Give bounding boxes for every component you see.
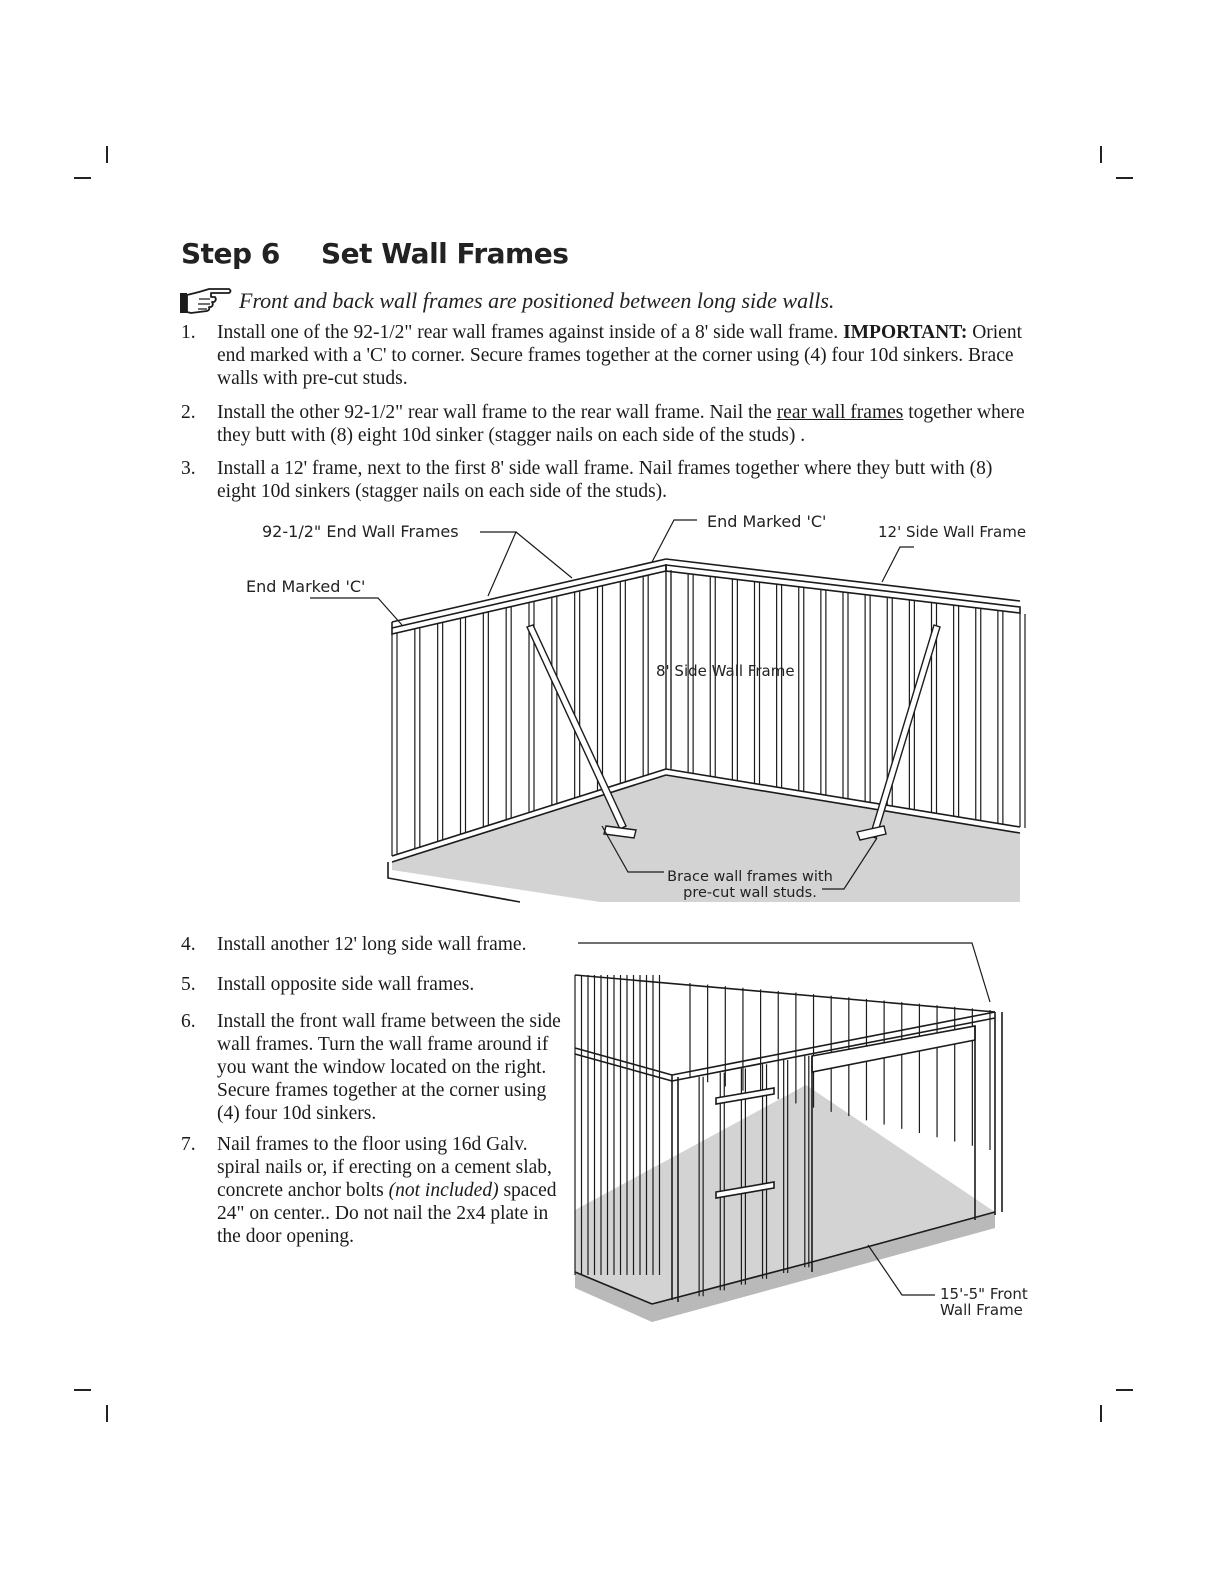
label-8-side-wall-frame: 8' Side Wall Frame [656, 662, 795, 680]
instruction-number: 2. [181, 402, 196, 423]
label-front-wall-frame-1: 15'-5" Front [940, 1285, 1028, 1303]
instruction-number: 6. [181, 1011, 196, 1032]
crop-mark [1100, 146, 1102, 163]
label-end-wall-frames: 92-1/2" End Wall Frames [262, 522, 459, 541]
brace-stud [527, 625, 626, 829]
crop-mark [1116, 1389, 1133, 1391]
crop-mark [106, 146, 108, 163]
instruction-text: Nail frames to the floor using 16d Galv. spiral nails or, if erecting on a cement slab, concrete anchor bolts [217, 1134, 552, 1201]
note [179, 286, 834, 316]
leader-line [652, 520, 697, 562]
crop-mark [1100, 1405, 1102, 1422]
instruction-text: Install a 12' frame, next to the first 8' side wall frame. Nail frames together where they butt with (8) eight 10d sinkers (stagger nails on each side of the studs). [217, 458, 993, 502]
back-top-plate [575, 975, 995, 1012]
crop-mark [1116, 177, 1133, 179]
crop-mark [106, 1405, 108, 1422]
instruction-number: 7. [181, 1134, 196, 1155]
instruction-1 [181, 321, 1036, 390]
leader-line [480, 532, 516, 596]
floor-slab [575, 1085, 995, 1322]
step-heading [181, 237, 568, 270]
crop-mark [74, 1389, 91, 1391]
label-end-marked-c-right: End Marked 'C' [707, 512, 827, 531]
instruction-number: 3. [181, 458, 196, 479]
instruction-text: Install another 12' long side wall frame. [217, 934, 527, 955]
italic-text: (not included) [388, 1180, 499, 1201]
label-end-marked-c-left: End Marked 'C' [246, 577, 366, 596]
wall-frame-figure-top [0, 505, 1220, 905]
label-brace-line-2: pre-cut wall studs. [683, 885, 817, 901]
underlined-text: rear wall frames [776, 402, 904, 423]
step-title: Set Wall Frames [321, 237, 569, 270]
instruction-3 [181, 457, 1011, 503]
instruction-text: Orient end marked with a 'C' to corner. Secure frames together at the corner using (4) four 10d sinkers. Brace walls with pre-cut studs. [217, 322, 1023, 389]
important-label: IMPORTANT: [843, 322, 968, 343]
label-brace-line-1: Brace wall frames with [667, 869, 833, 885]
top-plate [575, 1054, 672, 1081]
instruction-number: 4. [181, 934, 196, 955]
instruction-text: Install opposite side wall frames. [217, 974, 475, 995]
instruction-text: Install one of the 92-1/2" rear wall frames against inside of a 8' side wall frame. [217, 322, 844, 343]
label-front-wall-frame-2: Wall Frame [940, 1301, 1023, 1319]
instruction-number: 5. [181, 974, 196, 995]
instruction-text: Install the other 92-1/2" rear wall frame to the rear wall frame. Nail the [217, 402, 777, 423]
wall-frame-figure-bottom [0, 935, 1220, 1335]
brace-stud [870, 625, 940, 838]
leader-line [310, 598, 402, 625]
instruction-text: spaced 24" on center.. Do not nail the 2x4 plate in the door opening. [217, 1180, 557, 1247]
step-number: Step 6 [181, 237, 280, 270]
note-text: Front and back wall frames are positioned between long side walls. [239, 288, 835, 313]
leader-line [882, 547, 914, 582]
instruction-text: together where they butt with (8) eight 10d sinker (stagger nails on each side of the studs) . [217, 402, 1025, 446]
pointing-hand-icon [179, 286, 233, 316]
crop-mark [74, 177, 91, 179]
instruction-text: Install the front wall frame between the side wall frames. Turn the wall frame around if you want the window located on the right. Secure frames together at the corner using (4) four 10d sinkers. [217, 1011, 561, 1124]
top-plate [672, 1018, 995, 1081]
instruction-2 [181, 401, 1036, 447]
leader-line [516, 532, 572, 578]
top-plate [575, 1048, 672, 1075]
label-12-side-wall-frame: 12' Side Wall Frame [878, 523, 1027, 541]
instruction-number: 1. [181, 322, 196, 343]
